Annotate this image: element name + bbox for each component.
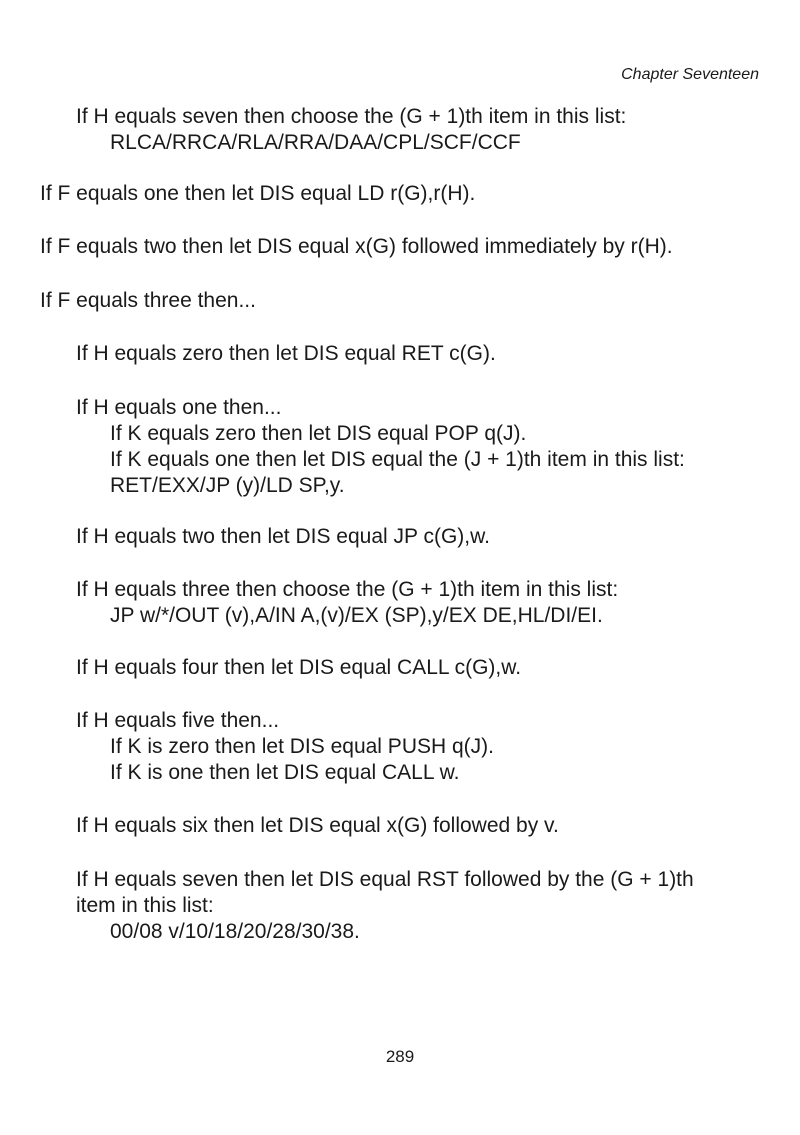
text-line: If H equals six then let DIS equal x(G) followed by v. xyxy=(76,814,559,837)
text-line: If F equals two then let DIS equal x(G) followed immediately by r(H). xyxy=(40,235,673,258)
text-line: If F equals three then... xyxy=(40,289,256,312)
text-line: item in this list: xyxy=(76,894,214,917)
text-line: If H equals three then choose the (G + 1)th item in this list: xyxy=(76,578,619,601)
text-line: If H equals zero then let DIS equal RET c(G). xyxy=(76,342,496,365)
text-line: JP w/*/OUT (v),A/IN A,(v)/EX (SP),y/EX DE,HL/DI/EI. xyxy=(110,604,603,627)
text-line: 00/08 v/10/18/20/28/30/38. xyxy=(110,920,360,943)
text-line: If H equals seven then choose the (G + 1)th item in this list: xyxy=(76,105,627,128)
chapter-header: Chapter Seventeen xyxy=(621,66,759,83)
text-line: If K equals one then let DIS equal the (J + 1)th item in this list: xyxy=(110,448,685,471)
text-line: If H equals two then let DIS equal JP c(G),w. xyxy=(76,525,490,548)
text-line: If H equals seven then let DIS equal RST followed by the (G + 1)th xyxy=(76,868,694,891)
text-line: If K equals zero then let DIS equal POP q(J). xyxy=(110,422,527,445)
text-line: If F equals one then let DIS equal LD r(G),r(H). xyxy=(40,182,476,205)
text-line: If K is zero then let DIS equal PUSH q(J). xyxy=(110,735,494,758)
text-line: RLCA/RRCA/RLA/RRA/DAA/CPL/SCF/CCF xyxy=(110,131,521,154)
page-number: 289 xyxy=(385,1047,415,1066)
text-line: If H equals one then... xyxy=(76,396,282,419)
text-line: If H equals five then... xyxy=(76,709,280,732)
text-line: If H equals four then let DIS equal CALL c(G),w. xyxy=(76,656,522,679)
text-line: If K is one then let DIS equal CALL w. xyxy=(110,761,460,784)
text-line: RET/EXX/JP (y)/LD SP,y. xyxy=(110,474,345,497)
